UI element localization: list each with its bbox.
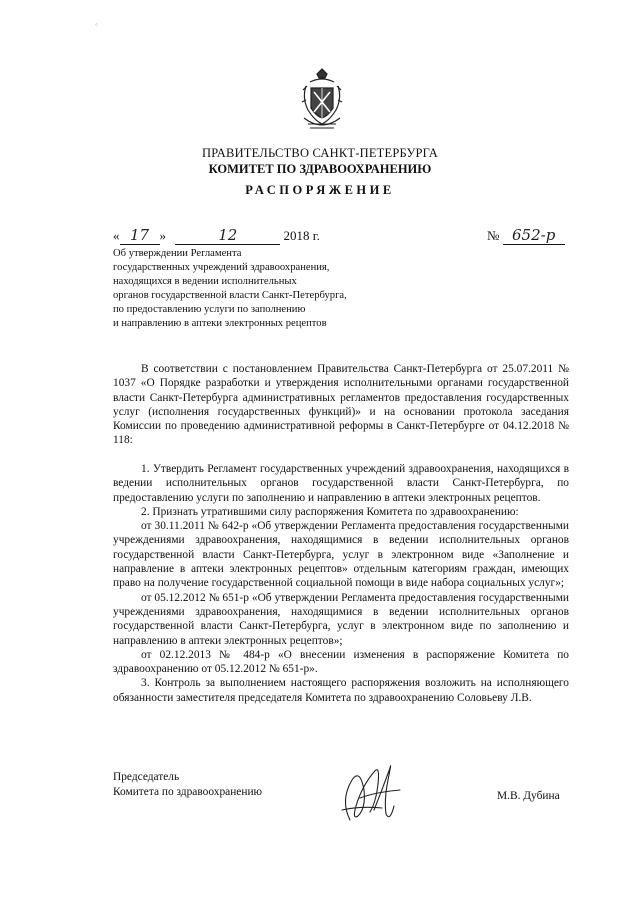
date-day: 17 — [120, 226, 160, 245]
item-2a: от 30.11.2011 № 642-р «Об утверждении Регламента предоставления государственными учреждениями здравоохранения, находящимися в ведении исполнительных органов государственной власти Санкт-Петербурга, услуг в электронном виде «Заполнение и направление в аптеки электронных рецептов» отдельным категориям граждан, имеющих право на получение государственной социальной помощи в виде набора социальных услуг»; — [113, 520, 569, 590]
subject-line: органов государственной власти Санкт-Петербурга, — [113, 290, 347, 301]
subject-line: по предоставлению услуги по заполнению — [113, 304, 306, 315]
corner-mark: ⁘ — [94, 23, 100, 29]
document-number — [487, 226, 565, 245]
item-1: 1. Утвердить Регламент государственных учреждений здравоохранения, находящихся в ведении исполнительных органов государственной власти Санкт-Петербурга, по предоставлению услуги по заполнению и направлению в аптеки электронных рецептов. — [113, 463, 569, 504]
preamble-text: В соответствии с постановлением Правительства Санкт-Петербурга от 25.07.2011 № 1037 «О Порядке разработки и утверждения исполнительными органами государственной власти Санкт-Петербурга административных регламентов предоставления государственных услуг (исполнения государственных функций)» и на основании протокола заседания Комиссии по проведению административной реформы в Санкт-Петербурге от 04.12.2018 № 118: — [113, 363, 569, 447]
signatory-title — [113, 770, 262, 799]
document-type-title: РАСПОРЯЖЕНИЕ — [245, 183, 395, 197]
number-value: 652-р — [503, 226, 565, 245]
government-title: ПРАВИТЕЛЬСТВО САНКТ-ПЕТЕРБУРГА — [202, 146, 438, 160]
item-2b: от 05.12.2012 № 651-р «Об утверждении Регламента предоставления государственными учреждениями здравоохранения, находящимися в ведении исполнительных органов государственной власти Санкт-Петербурга, услуг в электронном виде по заполнению и направлению в аптеки электронных рецептов»; — [113, 591, 569, 647]
handwritten-signature — [330, 750, 420, 830]
item-2c: от 02.12.2013 № 484-р «О внесении изменения в распоряжение Комитета по здравоохранению от 05.12.2012 № 651-р». — [113, 648, 569, 676]
resolution-items — [113, 462, 569, 705]
subject-line: и направлению в аптеки электронных рецептов — [113, 318, 327, 329]
item-3: 3. Контроль за выполнением настоящего распоряжения возложить на исполняющего обязанности заместителя председателя Комитета по здравоохранению Соловьеву Л.В. — [113, 677, 569, 704]
signatory-title-line: Председатель — [113, 771, 180, 783]
date-line — [113, 226, 320, 245]
subject-line: находящихся в ведении исполнительных — [113, 276, 297, 287]
preamble-paragraph — [113, 362, 569, 448]
subject-line: государственных учреждений здравоохранения, — [113, 262, 330, 273]
date-open-quote: « — [113, 228, 120, 243]
number-prefix: № — [487, 228, 500, 243]
subject-line: Об утверждении Регламента — [113, 248, 242, 259]
signatory-name: М.В. Дубина — [497, 790, 560, 802]
subject-block — [113, 247, 373, 331]
coat-of-arms-emblem — [300, 68, 344, 134]
committee-title: КОМИТЕТ ПО ЗДРАВООХРАНЕНИЮ — [208, 162, 432, 176]
date-year: 2018 г. — [283, 228, 320, 243]
signatory-title-line: Комитета по здравоохранению — [113, 785, 263, 798]
date-close-quote: » — [159, 228, 166, 243]
date-month: 12 — [175, 226, 280, 245]
item-2: 2. Признать утратившими силу распоряжения Комитета по здравоохранению: — [141, 505, 519, 518]
